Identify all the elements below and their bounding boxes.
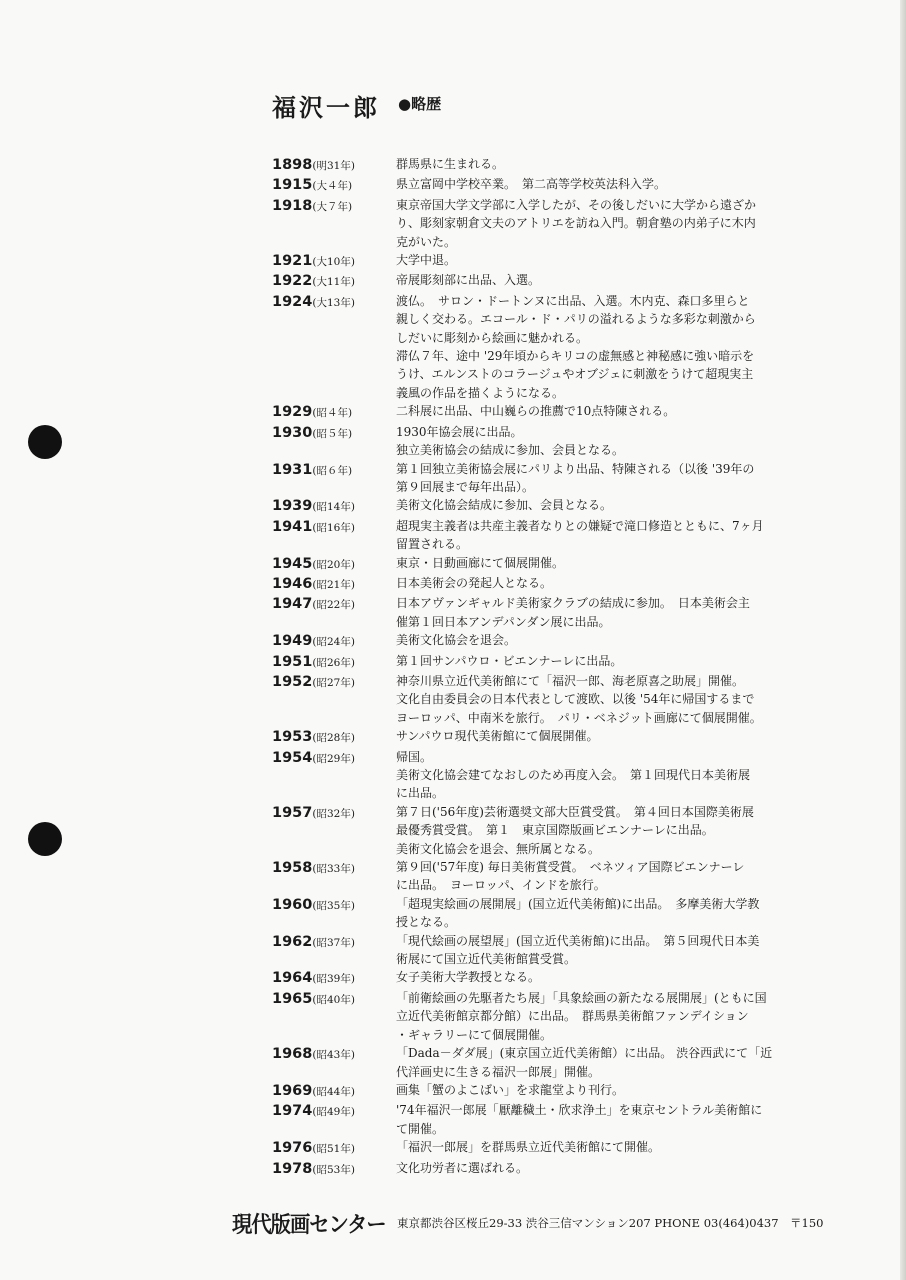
publisher-logo: 現代版画センター xyxy=(232,1213,386,1238)
entry-year: 1954 xyxy=(272,749,313,766)
entry-line: 美術文化協会を退会。 xyxy=(396,633,517,648)
entry-year: 1898 xyxy=(272,157,313,173)
entry-description xyxy=(396,989,817,1044)
entry-year: 1965 xyxy=(272,990,313,1007)
entry-era: (昭29年) xyxy=(312,752,355,765)
entry-line: 東京・日動画廊にて個展開催。 xyxy=(396,555,565,570)
entry-year: 1931 xyxy=(272,461,313,478)
entry-date xyxy=(272,594,396,631)
entry-era: (昭49年) xyxy=(312,1106,355,1119)
entry-date xyxy=(272,727,396,747)
entry-era: (昭22年) xyxy=(312,599,355,612)
entry-year: 1978 xyxy=(272,1160,313,1177)
entry-line: 克がいた。 xyxy=(396,234,457,249)
timeline-entry xyxy=(272,292,817,402)
timeline-entry xyxy=(272,989,817,1044)
entry-date xyxy=(272,460,396,497)
entry-line: 画集「蟹のよこばい」を求龍堂より刊行。 xyxy=(396,1082,625,1097)
entry-description xyxy=(396,968,817,988)
entry-year: 1974 xyxy=(272,1103,313,1120)
timeline-entry xyxy=(272,155,817,175)
entry-line: 神奈川県立近代美術館にて「福沢一郎、海老原喜之助展」開催。 xyxy=(396,673,745,688)
entry-era: (昭32年) xyxy=(312,807,355,820)
timeline-entry xyxy=(272,895,817,932)
entry-line: 日本美術会の発起人となる。 xyxy=(396,575,553,590)
entry-line: 超現実主義者は共産主義者なりとの嫌疑で滝口修造とともに、7ヶ月 xyxy=(396,518,764,533)
publisher-address: 東京都渋谷区桜丘29-33 渋谷三信マンション207 PHONE 03(464)0437 〒150 xyxy=(397,1216,824,1230)
timeline-entry xyxy=(272,1101,817,1138)
timeline-entry xyxy=(272,423,817,460)
entry-line: 日本アヴァンギャルド美術家クラブの結成に参加。 日本美術会主 xyxy=(396,596,750,611)
entry-year: 1951 xyxy=(272,653,313,670)
entry-date xyxy=(272,1081,396,1101)
timeline-entry xyxy=(272,175,817,195)
timeline-entry xyxy=(272,554,817,574)
entry-line: 術展にて国立近代美術館賞受賞。 xyxy=(396,952,577,967)
entry-description xyxy=(396,554,817,574)
entry-line: て開催。 xyxy=(396,1121,445,1136)
entry-year: 1949 xyxy=(272,633,313,650)
section-heading: ●略歴 xyxy=(398,95,442,113)
entry-description xyxy=(396,1081,817,1101)
entry-era: (昭21年) xyxy=(312,578,355,591)
entry-line: 催第１回日本アンデパンダン展に出品。 xyxy=(396,614,611,629)
entry-description xyxy=(396,858,817,895)
timeline-entry xyxy=(272,968,817,988)
biography-timeline xyxy=(272,155,817,1179)
entry-description xyxy=(396,748,817,803)
entry-date xyxy=(272,989,396,1044)
entry-date xyxy=(272,496,396,516)
entry-date xyxy=(272,1138,396,1158)
entry-line: 1930年協会展に出品。 xyxy=(396,424,523,439)
entry-description xyxy=(396,460,817,497)
entry-line: 文化功労者に選ばれる。 xyxy=(396,1160,529,1175)
entry-era: (昭33年) xyxy=(312,863,355,876)
entry-year: 1952 xyxy=(272,673,313,690)
entry-line: 第１回サンパウロ・ビエンナーレに出品。 xyxy=(396,653,623,668)
timeline-entry xyxy=(272,803,817,858)
binder-hole-bottom xyxy=(28,822,62,856)
entry-date xyxy=(272,271,396,291)
entry-description xyxy=(396,402,817,422)
entry-date xyxy=(272,155,396,175)
entry-description xyxy=(396,1159,817,1179)
entry-line: 美術文化協会を退会、無所属となる。 xyxy=(396,841,601,856)
entry-date xyxy=(272,175,396,195)
entry-date xyxy=(272,517,396,554)
entry-description xyxy=(396,932,817,969)
entry-description xyxy=(396,155,817,175)
entry-line: 第１回独立美術協会展にパリより出品、特陳される（以後 '39年の xyxy=(396,461,755,476)
timeline-entry xyxy=(272,1159,817,1179)
entry-era: (昭24年) xyxy=(312,636,355,649)
entry-line: 文化自由委員会の日本代表として渡欧、以後 '54年に帰国するまで xyxy=(396,692,755,707)
entry-date xyxy=(272,932,396,969)
entry-date xyxy=(272,1159,396,1179)
entry-era: (昭６年) xyxy=(312,464,353,477)
entry-line: 二科展に出品、中山巍らの推薦で10点特陳される。 xyxy=(396,404,676,419)
timeline-entry xyxy=(272,932,817,969)
timeline-entry xyxy=(272,748,817,803)
entry-date xyxy=(272,196,396,251)
timeline-entry xyxy=(272,672,817,727)
entry-line: 最優秀賞受賞。 第１ 東京国際版画ビエンナーレに出品。 xyxy=(396,823,714,838)
entry-line: 「現代絵画の展望展」(国立近代美術館)に出品。 第５回現代日本美 xyxy=(396,933,760,948)
entry-era: (昭20年) xyxy=(312,558,355,571)
entry-era: (昭28年) xyxy=(312,732,355,745)
entry-date xyxy=(272,402,396,422)
entry-line: 留置される。 xyxy=(396,537,469,552)
timeline-entry xyxy=(272,402,817,422)
entry-era: (昭５年) xyxy=(312,427,353,440)
entry-era: (昭53年) xyxy=(312,1163,355,1176)
entry-era: (昭35年) xyxy=(312,899,355,912)
entry-line: ヨーロッパ、中南米を旅行。 パリ・ベネジット画廊にて個展開催。 xyxy=(396,710,762,725)
entry-date xyxy=(272,672,396,727)
entry-line: に出品。 xyxy=(396,786,445,801)
timeline-entry xyxy=(272,251,817,271)
entry-era: (昭37年) xyxy=(312,936,355,949)
entry-line: 代洋画史に生きる福沢一郎展」開催。 xyxy=(396,1064,601,1079)
entry-era: (昭39年) xyxy=(312,973,355,986)
entry-year: 1924 xyxy=(272,293,313,310)
entry-line: 「超現実絵画の展開展」(国立近代美術館)に出品。 多摩美術大学教 xyxy=(396,896,760,911)
entry-description xyxy=(396,292,817,402)
entry-line: サンパウロ現代美術館にて個展開催。 xyxy=(396,729,599,744)
entry-line: り、彫刻家朝倉文夫のアトリエを訪ね入門。朝倉塾の内弟子に木内 xyxy=(396,216,756,231)
entry-year: 1946 xyxy=(272,575,313,592)
timeline-entry xyxy=(272,1138,817,1158)
entry-date xyxy=(272,1044,396,1081)
entry-line: 東京帝国大学文学部に入学したが、その後しだいに大学から遠ざか xyxy=(396,197,757,212)
entry-year: 1941 xyxy=(272,518,313,535)
entry-line: しだいに彫刻から絵画に魅かれる。 xyxy=(396,330,589,345)
entry-line: 帰国。 xyxy=(396,749,433,764)
entry-year: 1962 xyxy=(272,933,313,950)
entry-description xyxy=(396,895,817,932)
entry-line: 授となる。 xyxy=(396,915,457,930)
entry-line: うけ、エルンストのコラージュやオブジェに刺激をうけて超現実主 xyxy=(396,367,754,382)
entry-era: (昭４年) xyxy=(312,407,353,420)
entry-date xyxy=(272,652,396,672)
page-edge xyxy=(900,0,906,1280)
entry-description xyxy=(396,496,817,516)
entry-line: 女子美術大学教授となる。 xyxy=(396,970,541,985)
entry-description xyxy=(396,1044,817,1081)
entry-description xyxy=(396,271,817,291)
entry-date xyxy=(272,748,396,803)
entry-line: 「Dada－ダダ展」(東京国立近代美術館）に出品。 渋谷西武にて「近 xyxy=(396,1046,773,1061)
entry-era: (昭44年) xyxy=(312,1085,355,1098)
entry-era: (昭51年) xyxy=(312,1143,355,1156)
entry-line: 大学中退。 xyxy=(396,253,457,268)
entry-year: 1969 xyxy=(272,1082,313,1099)
timeline-entry xyxy=(272,1044,817,1081)
entry-year: 1964 xyxy=(272,970,313,987)
entry-year: 1947 xyxy=(272,596,313,613)
entry-era: (大10年) xyxy=(312,256,355,269)
entry-era: (大13年) xyxy=(312,296,355,309)
entry-line: 滞仏７年、途中 '29年頃からキリコの虚無感と神秘感に強い暗示を xyxy=(396,349,755,364)
timeline-entry xyxy=(272,727,817,747)
entry-line: 「前衛絵画の先駆者たち展」「具象絵画の新たなる展開展」(ともに国 xyxy=(396,990,767,1005)
entry-date xyxy=(272,423,396,460)
entry-date xyxy=(272,1101,396,1138)
publisher-footer xyxy=(232,1208,832,1238)
entry-line: 帝展彫刻部に出品、入選。 xyxy=(396,273,541,288)
entry-line: 第９回('57年度) 毎日美術賞受賞。 ベネツィア国際ビエンナーレ xyxy=(396,860,745,875)
entry-description xyxy=(396,175,817,195)
timeline-entry xyxy=(272,631,817,651)
entry-line: に出品。 ヨーロッパ、インドを旅行。 xyxy=(396,878,606,893)
binder-hole-top xyxy=(28,425,62,459)
entry-description xyxy=(396,594,817,631)
entry-description xyxy=(396,631,817,651)
entry-date xyxy=(272,858,396,895)
entry-era: (大11年) xyxy=(312,276,355,289)
entry-line: 義風の作品を描くようになる。 xyxy=(396,385,565,400)
entry-era: (昭43年) xyxy=(312,1049,355,1062)
timeline-entry xyxy=(272,496,817,516)
entry-line: 渡仏。 サロン・ドートンヌに出品、入選。木内克、森口多里らと xyxy=(396,293,750,308)
entry-date xyxy=(272,574,396,594)
timeline-entry xyxy=(272,858,817,895)
entry-line: 第７日('56年度)芸術選奨文部大臣賞受賞。 第４回日本国際美術展 xyxy=(396,804,754,819)
entry-date xyxy=(272,554,396,574)
entry-year: 1968 xyxy=(272,1046,313,1063)
entry-description xyxy=(396,803,817,858)
entry-description xyxy=(396,672,817,727)
entry-date xyxy=(272,251,396,271)
timeline-entry xyxy=(272,517,817,554)
entry-date xyxy=(272,895,396,932)
entry-line: 親しく交わる。エコール・ド・パリの溢れるような多彩な刺激から xyxy=(396,312,756,327)
entry-era: (大７年) xyxy=(312,200,353,213)
entry-year: 1957 xyxy=(272,804,313,821)
entry-year: 1945 xyxy=(272,555,313,572)
entry-line: 美術文化協会結成に参加、会員となる。 xyxy=(396,498,613,513)
entry-year: 1958 xyxy=(272,860,313,877)
entry-description xyxy=(396,196,817,251)
entry-year: 1976 xyxy=(272,1140,313,1157)
entry-date xyxy=(272,968,396,988)
entry-description xyxy=(396,652,817,672)
entry-era: (昭40年) xyxy=(312,993,355,1006)
entry-year: 1915 xyxy=(272,177,313,194)
entry-description xyxy=(396,1101,817,1138)
entry-line: 「福沢一郎展」を群馬県立近代美術館にて開催。 xyxy=(396,1140,661,1155)
entry-description xyxy=(396,574,817,594)
entry-description xyxy=(396,517,817,554)
timeline-entry xyxy=(272,574,817,594)
timeline-entry xyxy=(272,460,817,497)
entry-date xyxy=(272,803,396,858)
entry-line: 県立富岡中学校卒業。 第二高等学校英法科入学。 xyxy=(396,177,667,192)
entry-year: 1939 xyxy=(272,498,313,515)
entry-date xyxy=(272,292,396,402)
entry-line: 独立美術協会の結成に参加、会員となる。 xyxy=(396,443,625,458)
timeline-entry xyxy=(272,271,817,291)
entry-line: 群馬県に生まれる。 xyxy=(396,157,505,171)
entry-era: (昭27年) xyxy=(312,676,355,689)
entry-era: (明31年) xyxy=(312,160,355,172)
entry-era: (昭26年) xyxy=(312,656,355,669)
timeline-entry xyxy=(272,1081,817,1101)
entry-year: 1930 xyxy=(272,424,313,441)
entry-line: 美術文化協会建てなおしのため再度入会。 第１回現代日本美術展 xyxy=(396,768,751,782)
entry-year: 1921 xyxy=(272,253,313,270)
entry-year: 1929 xyxy=(272,404,313,421)
entry-era: (大４年) xyxy=(312,180,353,193)
entry-year: 1922 xyxy=(272,273,313,290)
entry-line: '74年福沢一郎展「厭離穢土・欣求浄土」を東京セントラル美術館に xyxy=(396,1103,763,1118)
entry-description xyxy=(396,1138,817,1158)
entry-line: ・ギャラリーにて個展開催。 xyxy=(396,1027,553,1042)
entry-line: 立近代美術館京都分館）に出品。 群馬県美術館ファンデイション xyxy=(396,1009,749,1024)
entry-era: (昭14年) xyxy=(312,501,355,514)
entry-description xyxy=(396,251,817,271)
entry-era: (昭16年) xyxy=(312,521,355,534)
entry-description xyxy=(396,423,817,460)
entry-line: 第９回展まで毎年出品）。 xyxy=(396,479,535,494)
timeline-entry xyxy=(272,594,817,631)
timeline-entry xyxy=(272,652,817,672)
entry-description xyxy=(396,727,817,747)
artist-name: 福沢一郎 xyxy=(272,94,380,122)
entry-date xyxy=(272,631,396,651)
timeline-entry xyxy=(272,196,817,251)
entry-year: 1953 xyxy=(272,729,313,746)
entry-year: 1918 xyxy=(272,197,313,214)
entry-year: 1960 xyxy=(272,896,313,913)
